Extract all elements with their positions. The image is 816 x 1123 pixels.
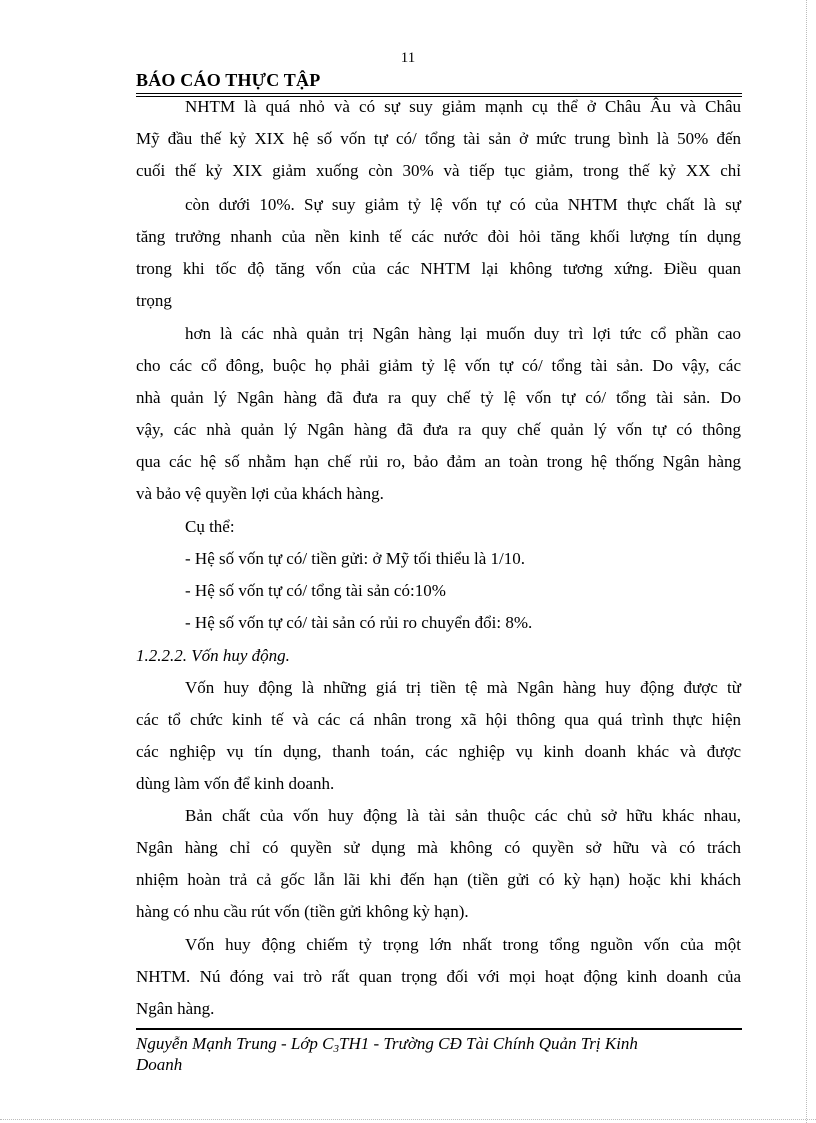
page-number: 11	[400, 50, 416, 66]
paragraph-line: Mỹ đầu thế kỷ XIX hệ số vốn tự có/ tổng tài sản ở mức trung bình là 50% đến	[136, 129, 741, 148]
footer-class-subscript: 3	[333, 1043, 340, 1055]
paragraph-line: các tổ chức kinh tế và các cá nhân trong xã hội thông qua quá trình thực hiện	[136, 710, 741, 729]
page-bottom-border	[0, 1119, 816, 1120]
paragraph-line: Bản chất của vốn huy động là tài sản thuộc các chủ sở hữu khác nhau,	[185, 806, 741, 825]
paragraph-line: qua các hệ số nhằm hạn chế rủi ro, bảo đảm an toàn trong hệ thống Ngân hàng	[136, 452, 741, 471]
paragraph-line: Vốn huy động chiếm tỷ trọng lớn nhất trong tổng nguồn vốn của một	[185, 935, 741, 954]
paragraph-line: các nghiệp vụ tín dụng, thanh toán, các nghiệp vụ kinh doanh khác và được	[136, 742, 741, 761]
paragraph-line: hàng có nhu cầu rút vốn (tiền gửi không kỳ hạn).	[136, 902, 469, 921]
paragraph-line: Ngân hàng chỉ có quyền sử dụng mà không có quyền sở hữu và có trách	[136, 838, 741, 857]
bullet-item: - Hệ số vốn tự có/ tiền gửi: ở Mỹ tối thiểu là 1/10.	[185, 549, 525, 568]
footer-rule	[136, 1028, 742, 1030]
paragraph-line: cho các cổ đông, buộc họ phải giảm tỷ lệ vốn tự có/ tổng tài sản. Do vậy, các	[136, 356, 741, 375]
paragraph-line: NHTM. Nú đóng vai trò rất quan trọng đối với mọi hoạt động kinh doanh của	[136, 967, 741, 986]
paragraph-line: hơn là các nhà quản trị Ngân hàng lại muốn duy trì lợi tức cổ phần cao	[185, 324, 741, 343]
paragraph-line: cuối thế kỷ XIX giảm xuống còn 30% và tiếp tục giảm, trong thế kỷ XX chỉ	[136, 161, 741, 180]
footer-school: TH1 - Trường CĐ Tài Chính Quản Trị Kinh	[339, 1034, 638, 1053]
paragraph-line: nhà quản lý Ngân hàng đã đưa ra quy chế tỷ lệ vốn tự có/ tổng tài sản. Do	[136, 388, 741, 407]
paragraph-line: dùng làm vốn để kinh doanh.	[136, 774, 335, 793]
paragraph-line: Ngân hàng.	[136, 999, 215, 1018]
paragraph-line: còn dưới 10%. Sự suy giảm tỷ lệ vốn tự có của NHTM thực chất là sự	[185, 195, 741, 214]
paragraph-line: NHTM là quá nhỏ và có sự suy giảm mạnh cụ thể ở Châu Âu và Châu	[185, 97, 741, 116]
header-rule	[136, 93, 742, 94]
paragraph-line: Vốn huy động là những giá trị tiền tệ mà Ngân hàng huy động được từ	[185, 678, 741, 697]
specifics-label: Cụ thể:	[185, 517, 235, 536]
paragraph-line: trong khi tốc độ tăng vốn của các NHTM lại không tương xứng. Điều quan	[136, 259, 741, 278]
bullet-item: - Hệ số vốn tự có/ tổng tài sản có:10%	[185, 581, 446, 600]
paragraph-line: nhiệm hoàn trả cả gốc lẫn lãi khi đến hạn (tiền gửi có kỳ hạn) hoặc khi khách	[136, 870, 741, 889]
footer-line-2: Doanh	[136, 1055, 183, 1074]
paragraph-line: và bảo vệ quyền lợi của khách hàng.	[136, 484, 384, 503]
paragraph-line: vậy, các nhà quản lý Ngân hàng đã đưa ra quy chế quản lý vốn tự có thông	[136, 420, 741, 439]
footer-author-class: Nguyễn Mạnh Trung - Lớp C	[136, 1034, 334, 1053]
section-heading: 1.2.2.2. Vốn huy động.	[136, 646, 290, 665]
header-title: BÁO CÁO THỰC TẬP	[136, 70, 321, 90]
paragraph-line: trọng	[136, 291, 172, 310]
paragraph-line: tăng trưởng nhanh của nền kinh tế các nước đòi hỏi tăng khối lượng tín dụng	[136, 227, 741, 246]
footer-line-1	[136, 1034, 638, 1059]
page-right-border	[806, 0, 807, 1123]
bullet-item: - Hệ số vốn tự có/ tài sản có rủi ro chuyển đổi: 8%.	[185, 613, 533, 632]
